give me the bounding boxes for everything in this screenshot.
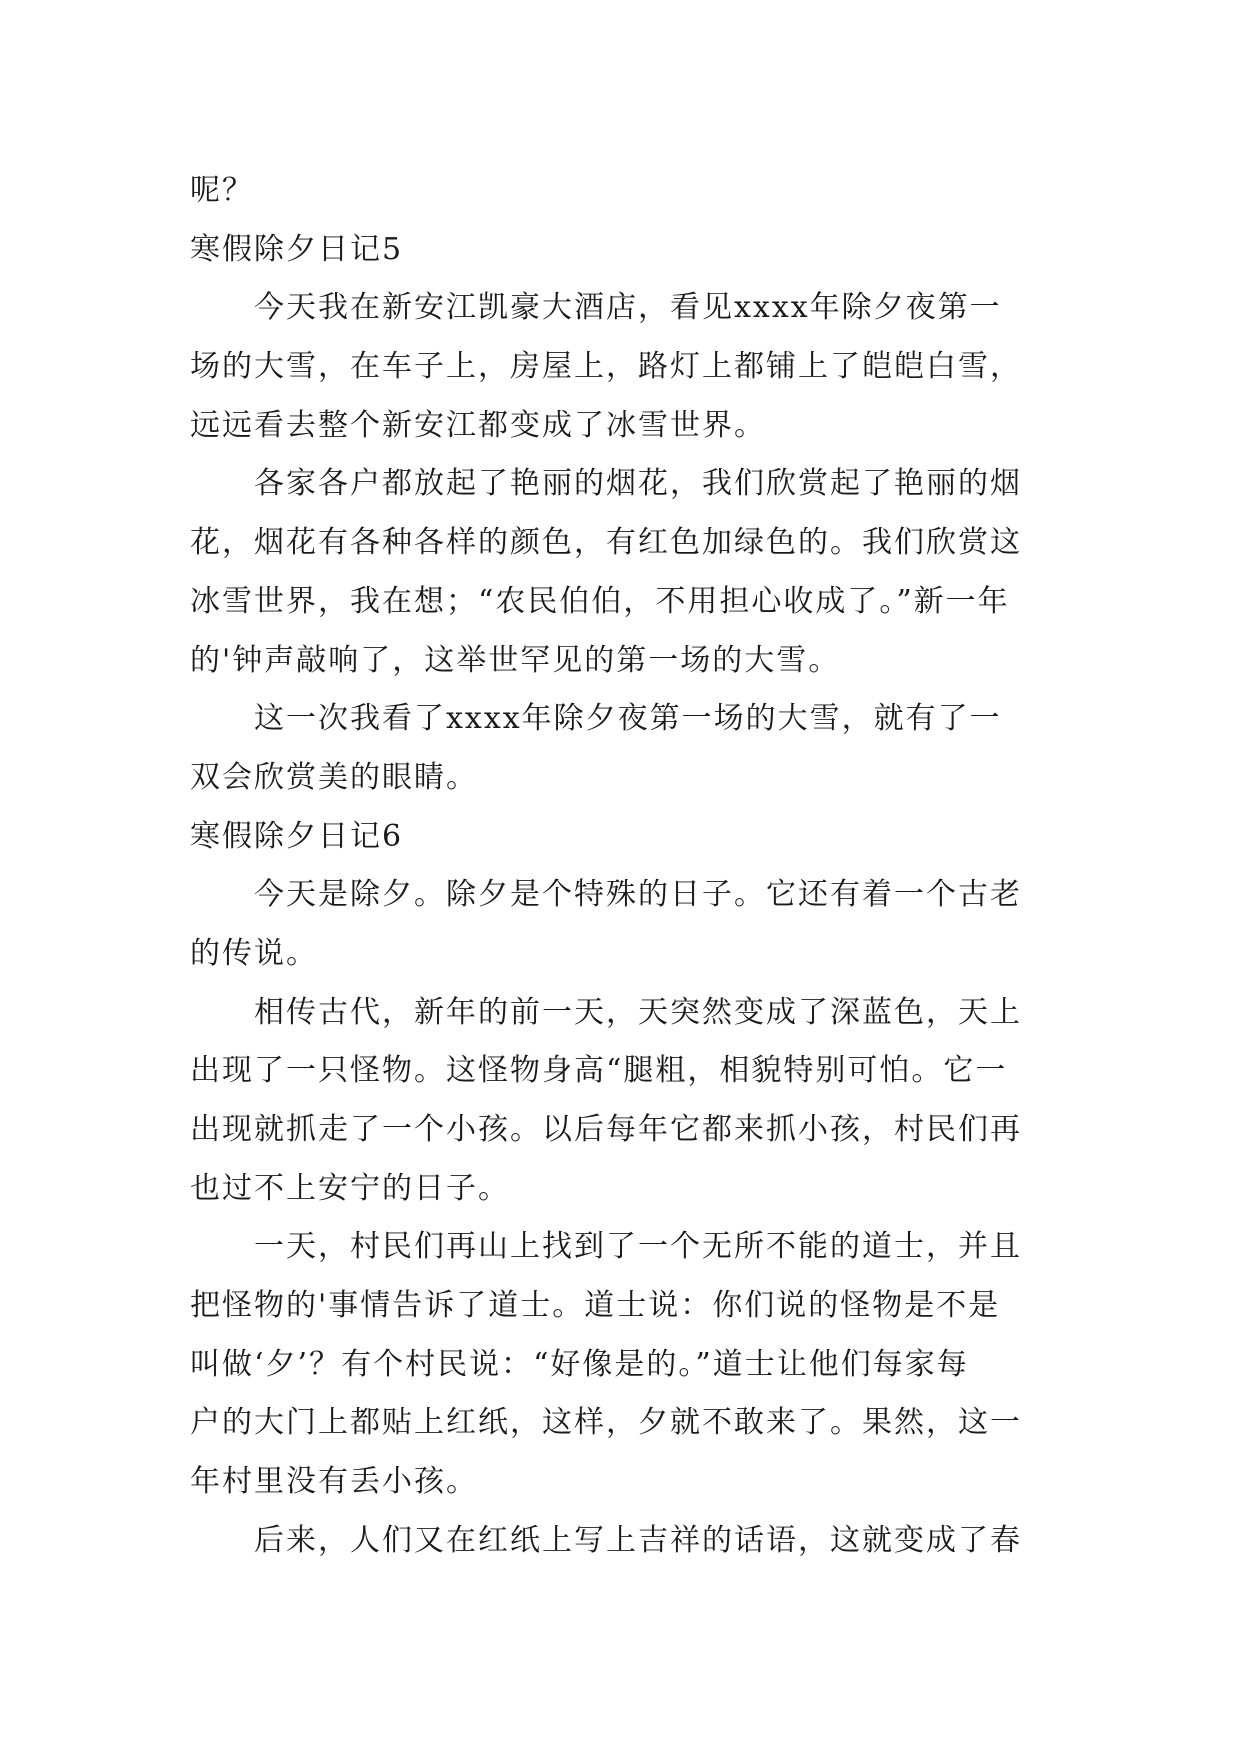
section-heading: 寒假除夕日记6 xyxy=(190,818,404,854)
text-line: 出现了一只怪物。这怪物身高“腿粗，相貌特别可怕。它一 xyxy=(190,1053,1008,1089)
paragraph-first-line: 今天是除夕。除夕是个特殊的日子。它还有着一个古老 xyxy=(254,877,1022,913)
text-line: 出现就抓走了一个小孩。以后每年它都来抓小孩，村民们再 xyxy=(190,1112,1022,1147)
paragraph-first-line: 相传古代，新年的前一天，天突然变成了深蓝色，天上 xyxy=(254,994,1022,1030)
text-line: 花，烟花有各种各样的颜色，有红色加绿色的。我们欣赏这 xyxy=(190,525,1022,561)
paragraph-first-line: 这一次我看了xxxx年除夕夜第一场的大雪，就有了一 xyxy=(254,701,1002,737)
text-line: 把怪物的'事情告诉了道士。道士说：你们说的怪物是不是 xyxy=(190,1288,1001,1324)
text-line: 的'钟声敲响了，这举世罕见的第一场的大雪。 xyxy=(190,642,841,678)
text-line: 年村里没有丢小孩。 xyxy=(190,1464,478,1500)
text-line: 户的大门上都贴上红纸，这样，夕就不敢来了。果然，这一 xyxy=(190,1405,1022,1441)
document-body xyxy=(190,162,1051,1571)
section-heading: 寒假除夕日记5 xyxy=(190,231,404,267)
paragraph-first-line: 一天，村民们再山上找到了一个无所不能的道士，并且 xyxy=(254,1229,1022,1265)
paragraph-first-line: 今天我在新安江凯豪大酒店，看见xxxx年除夕夜第一 xyxy=(254,290,1002,326)
paragraph-first-line: 各家各户都放起了艳丽的烟花，我们欣赏起了艳丽的烟 xyxy=(254,466,1022,502)
text-line: 叫做‘夕’？有个村民说：“好像是的。”道士让他们每家每 xyxy=(190,1346,969,1382)
text-line: 的传说。 xyxy=(190,935,318,971)
text-line: 也过不上安宁的日子。 xyxy=(190,1170,510,1206)
paragraph-first-line: 后来，人们又在红纸上写上吉祥的话语，这就变成了春 xyxy=(254,1522,1022,1558)
text-line: 双会欣赏美的眼睛。 xyxy=(190,759,478,795)
text-line: 冰雪世界，我在想；“农民伯伯，不用担心收成了。”新一年 xyxy=(190,583,1010,619)
text-line: 呢？ xyxy=(190,173,254,208)
text-line: 场的大雪，在车子上，房屋上，路灯上都铺上了皑皑白雪， xyxy=(190,349,1022,385)
text-line: 远远看去整个新安江都变成了冰雪世界。 xyxy=(190,407,766,443)
